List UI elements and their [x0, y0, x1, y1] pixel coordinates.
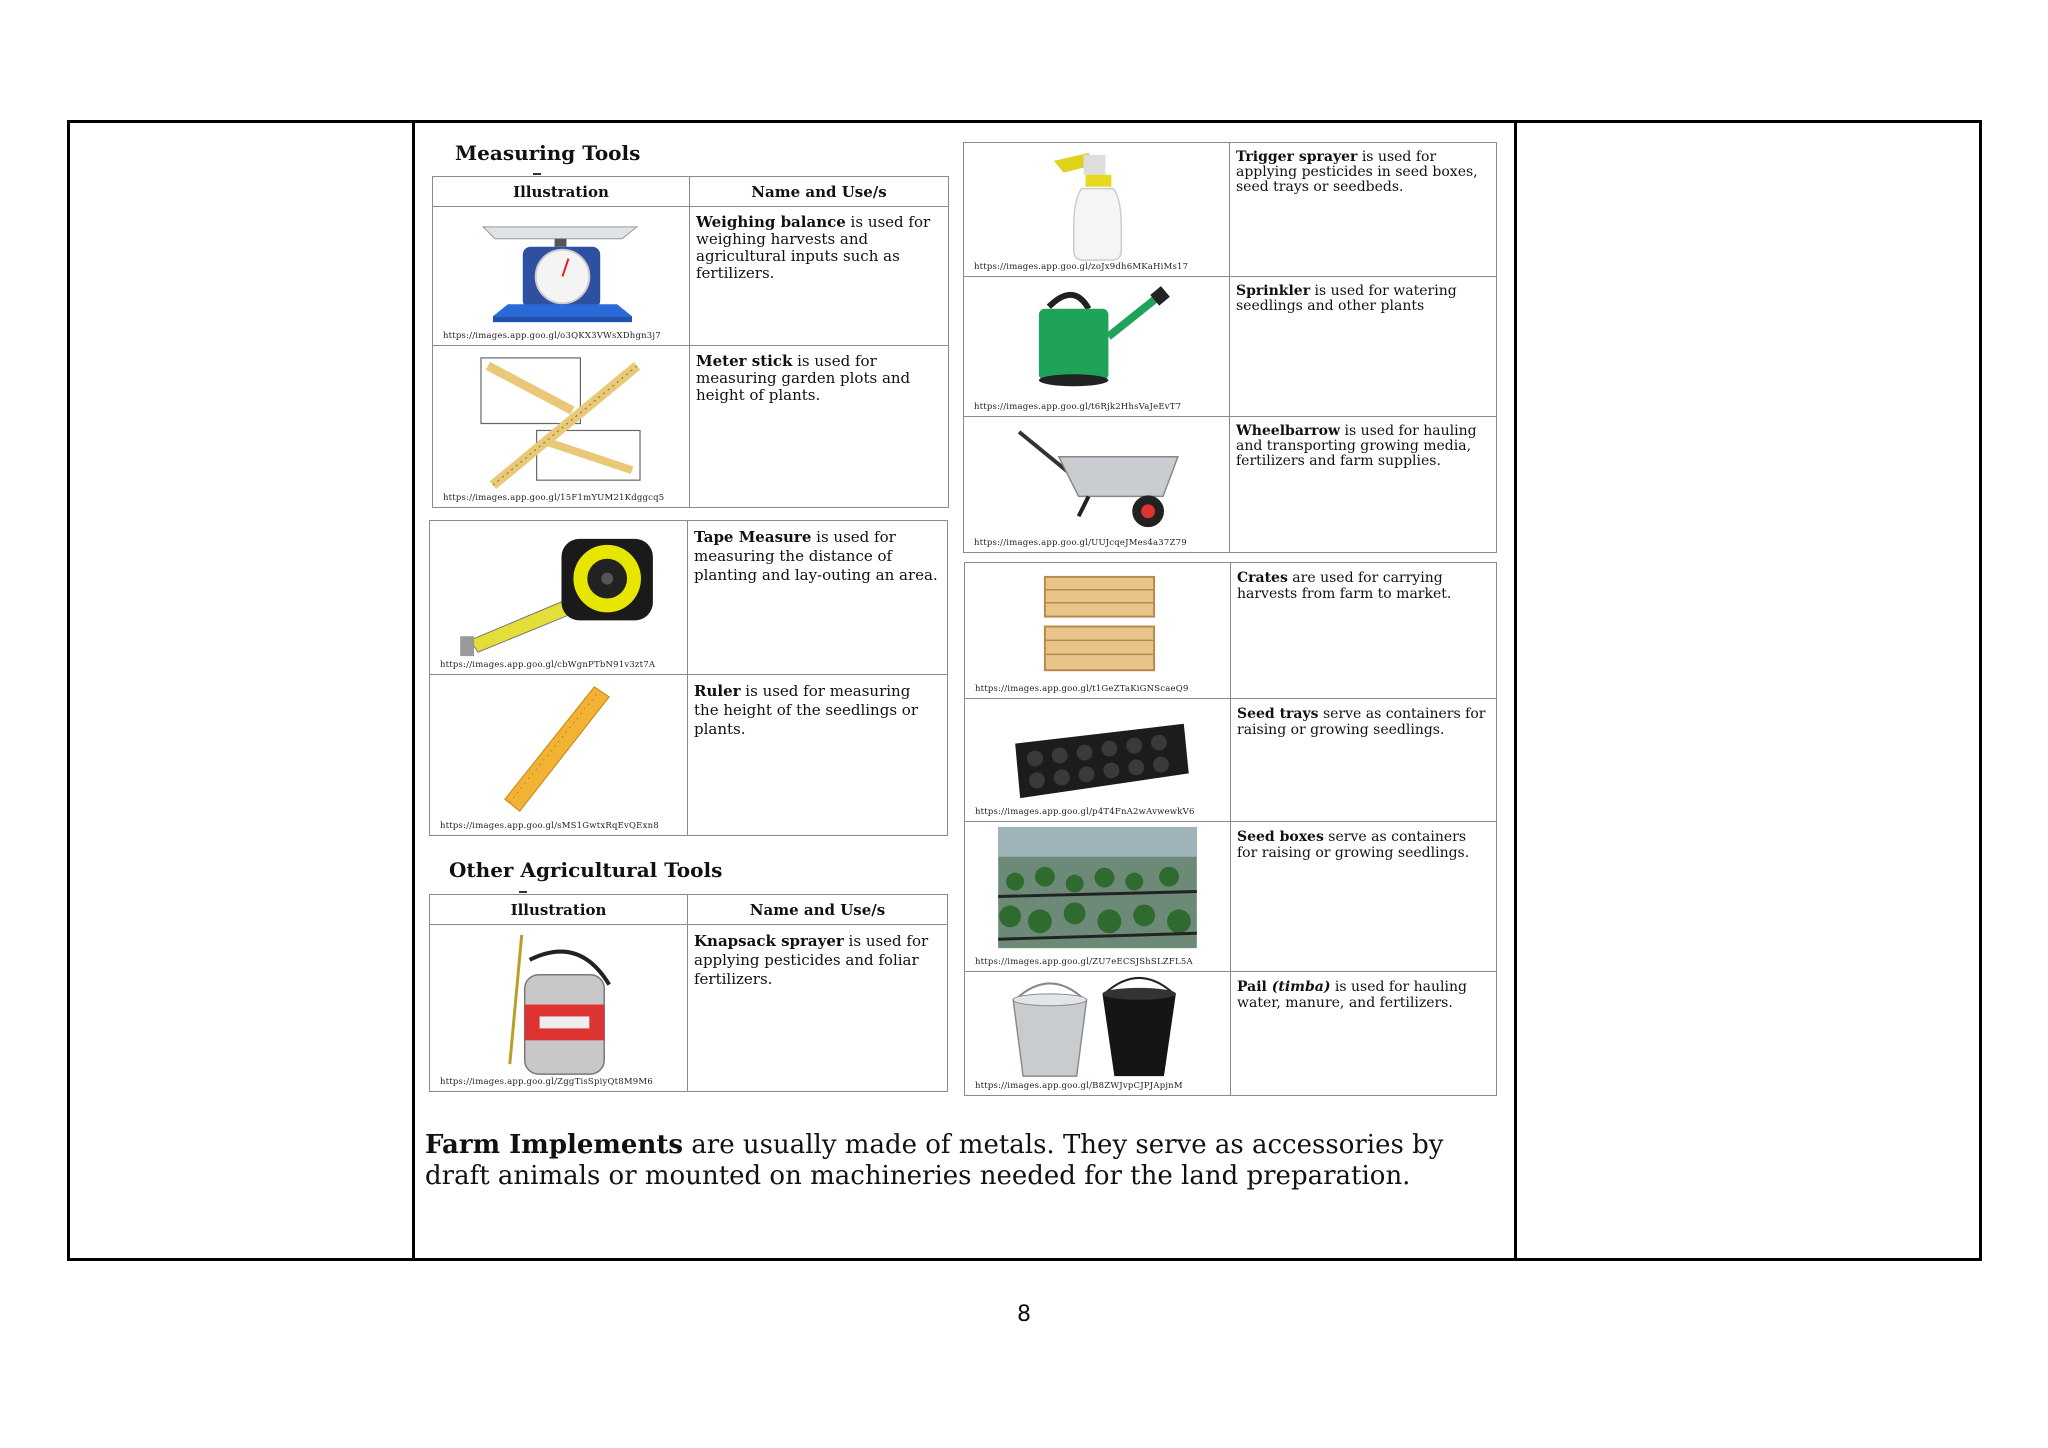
tool-use: are used for carrying harvests from farm to market. [1237, 570, 1452, 602]
farm-implements-definition: are usually made of metals. They serve as accessories by draft animals or mounted on machineries needed for the land preparation. [425, 1130, 1444, 1191]
column-divider-right [1514, 120, 1517, 1261]
image-source-url[interactable]: https://images.app.goo.gl/t1GeZTaKiGNScaeQ9 [975, 684, 1189, 694]
table-row [430, 925, 948, 1092]
table-row [433, 346, 949, 508]
tool-use: is used for measuring the distance of planting and lay-outing an area. [694, 528, 938, 584]
illustration-cell [430, 925, 688, 1092]
illustration-cell [430, 521, 688, 675]
image-source-url[interactable]: https://images.app.goo.gl/cbWgnPTbN91v3zt7A [440, 660, 656, 670]
image-source-url[interactable]: https://images.app.goo.gl/o3QKX3VWsXDhgn3j7 [443, 331, 661, 341]
image-source-url[interactable]: https://images.app.goo.gl/zoJx9dh6MKaHiMs17 [974, 262, 1189, 272]
table-row [964, 277, 1497, 417]
tool-name: Wheelbarrow [1236, 423, 1341, 439]
description-cell [1231, 563, 1497, 699]
table-row [965, 822, 1497, 972]
description-cell [1230, 417, 1497, 553]
tool-use: is used for applying pesticides in seed boxes, seed trays or seedbeds. [1236, 149, 1478, 195]
tool-name: Meter stick [696, 352, 793, 370]
description-cell [690, 207, 949, 346]
image-source-url[interactable]: https://images.app.goo.gl/p4T4FnA2wAvwewkV6 [975, 807, 1195, 817]
table-row [964, 143, 1497, 277]
image-source-url[interactable]: https://images.app.goo.gl/UUJcqeJMes4a37Z79 [974, 538, 1187, 548]
tool-name-local: (timba) [1271, 979, 1331, 995]
tool-name: Weighing balance [696, 213, 846, 231]
illustration-cell [433, 346, 690, 508]
description-cell [1231, 972, 1497, 1096]
page-number: 8 [1017, 1302, 1031, 1327]
other-tools-table [429, 894, 948, 1092]
seed-trays-icon [965, 699, 1230, 821]
header-illustration: Illustration [433, 177, 690, 207]
description-cell [1231, 822, 1497, 972]
tool-name: Ruler [694, 682, 741, 700]
image-source-url[interactable]: https://images.app.goo.gl/B8ZWJvpCJPJApjnM [975, 1081, 1183, 1091]
measuring-tools-title: Measuring Tools [455, 141, 641, 165]
illustration-cell [964, 417, 1230, 553]
table-row [433, 207, 949, 346]
table-row [965, 972, 1497, 1096]
farm-implements-term: Farm Implements [425, 1130, 684, 1160]
tool-use: serve as containers for raising or growing seedlings. [1237, 706, 1486, 738]
tool-use: is used for weighing harvests and agricultural inputs such as fertilizers. [696, 213, 931, 282]
image-source-url[interactable]: https://images.app.goo.gl/t6Rjk2HhsVaJeEvT7 [974, 402, 1182, 412]
seed-boxes-icon [965, 822, 1230, 971]
tool-name: Tape Measure [694, 528, 812, 546]
trigger-sprayer-icon [964, 143, 1229, 276]
meter-stick-icon [433, 346, 689, 507]
tool-use: is used for applying pesticides and foliar fertilizers. [694, 932, 929, 988]
tool-use: is used for hauling and transporting growing media, fertilizers and farm supplies. [1236, 423, 1477, 469]
sprinkler-icon [964, 277, 1229, 416]
title-dash [519, 891, 527, 893]
knapsack-sprayer-icon [430, 925, 687, 1091]
tool-use: is used for hauling water, manure, and fertilizers. [1237, 979, 1467, 1011]
illustration-cell [430, 675, 688, 836]
table-row [964, 417, 1497, 553]
pail-icon [965, 972, 1230, 1095]
table-row [430, 521, 948, 675]
tool-use: is used for watering seedlings and other plants [1236, 283, 1457, 314]
tape-measure-icon [430, 521, 687, 674]
header-name-use: Name and Use/s [690, 177, 949, 207]
illustration-cell [433, 207, 690, 346]
tool-name: Seed boxes [1237, 829, 1324, 845]
tool-name: Seed trays [1237, 706, 1319, 722]
illustration-cell [964, 277, 1230, 417]
description-cell [1230, 277, 1497, 417]
header-name-use: Name and Use/s [688, 895, 948, 925]
image-source-url[interactable]: https://images.app.goo.gl/15F1mYUM21Kdggcq5 [443, 493, 665, 503]
table-row [965, 563, 1497, 699]
illustration-cell [965, 822, 1231, 972]
farm-implements-paragraph [425, 1130, 1515, 1192]
title-dash [533, 173, 541, 175]
image-source-url[interactable]: https://images.app.goo.gl/ZggTisSpiyQt8M9M6 [440, 1077, 653, 1087]
description-cell [1231, 699, 1497, 822]
illustration-cell [964, 143, 1230, 277]
description-cell [1230, 143, 1497, 277]
right-tools-table [963, 142, 1497, 553]
measuring-tools-table-continued [429, 520, 948, 836]
tool-name: Trigger sprayer [1236, 149, 1358, 165]
measuring-tools-table [432, 176, 949, 508]
table-row [965, 699, 1497, 822]
tool-name: Sprinkler [1236, 283, 1311, 299]
description-cell [690, 346, 949, 508]
right-tools-table-continued [964, 562, 1497, 1096]
other-tools-title: Other Agricultural Tools [449, 858, 723, 882]
tool-use: is used for measuring the height of the seedlings or plants. [694, 682, 918, 738]
image-source-url[interactable]: https://images.app.goo.gl/sMS1GwtxRqEvQExn8 [440, 821, 659, 831]
table-row [430, 675, 948, 836]
illustration-cell [965, 699, 1231, 822]
header-illustration: Illustration [430, 895, 688, 925]
image-source-url[interactable]: https://images.app.goo.gl/ZU7eECSJShSLZFL5A [975, 957, 1193, 967]
weighing-balance-icon [433, 207, 689, 345]
wheelbarrow-icon [964, 417, 1229, 552]
tool-name: Pail [1237, 979, 1272, 995]
illustration-cell [965, 563, 1231, 699]
tool-name: Crates [1237, 570, 1288, 586]
tool-name: Knapsack sprayer [694, 932, 844, 950]
column-divider-left [412, 120, 415, 1261]
illustration-cell [965, 972, 1231, 1096]
description-cell [688, 521, 948, 675]
description-cell [688, 675, 948, 836]
tool-use: serve as containers for raising or growing seedlings. [1237, 829, 1470, 861]
crates-icon [965, 563, 1230, 698]
ruler-icon [430, 675, 687, 835]
tool-use: is used for measuring garden plots and height of plants. [696, 352, 911, 404]
description-cell [688, 925, 948, 1092]
